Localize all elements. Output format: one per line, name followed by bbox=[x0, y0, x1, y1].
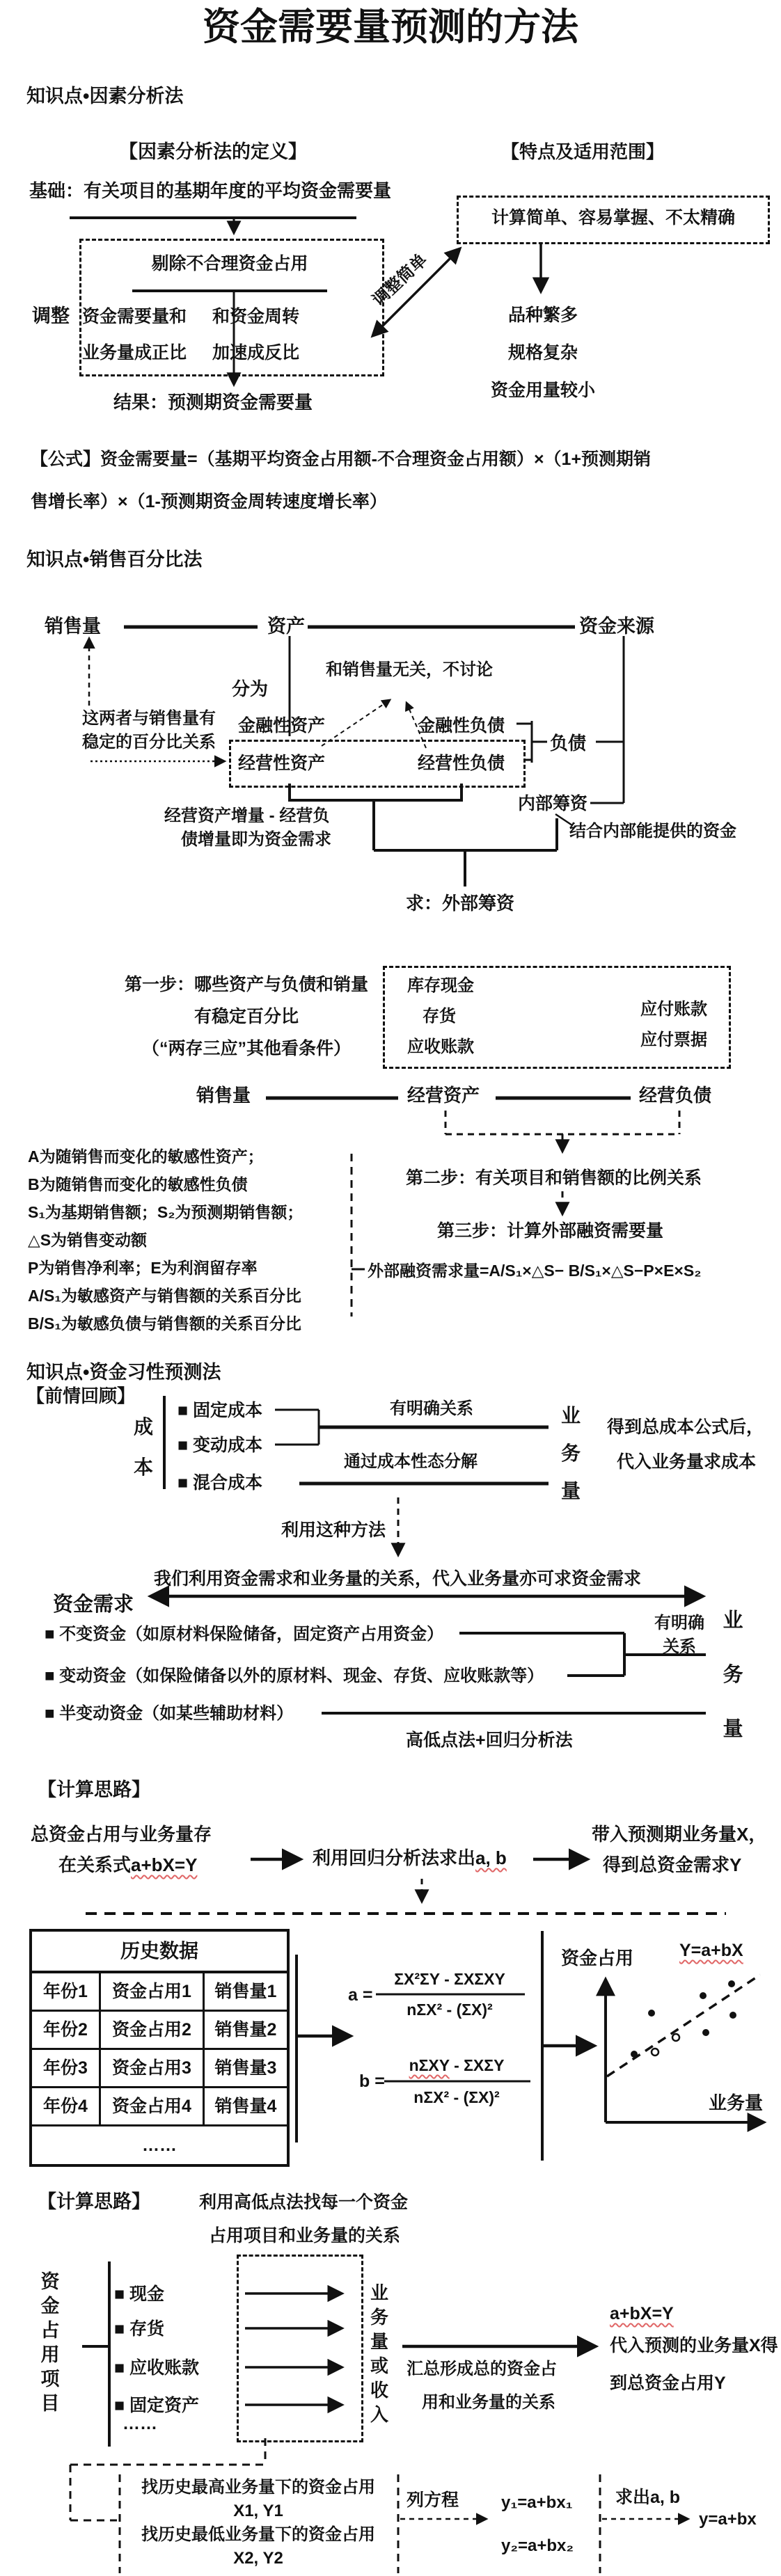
features-text: 计算简单、容易掌握、不太精确 bbox=[491, 208, 735, 228]
table-title: 历史数据 bbox=[32, 1932, 287, 1973]
legend-note-2: B为随销售而变化的敏感性负债 bbox=[28, 1175, 248, 1193]
chart-x-axis-label: 业务量 bbox=[709, 2092, 764, 2113]
a-formula-numerator: ΣX²ΣY - ΣXΣXY bbox=[394, 1970, 505, 1988]
table-row bbox=[32, 2126, 287, 2164]
table-row: 年份4 资金占用4 销售量4 bbox=[32, 2088, 287, 2126]
table-row: 年份1 资金占用1 销售量1 bbox=[32, 1973, 287, 2012]
volume-income-vertical-label: 业务量或收入 bbox=[370, 2282, 388, 2425]
highlow-line1: 利用高低点法找每一个资金 bbox=[199, 2193, 409, 2212]
receivable-occupy-item: ■ 应收账款 bbox=[114, 2358, 200, 2378]
decompose-label: 通过成本性态分解 bbox=[344, 1452, 478, 1471]
page-title: 资金需要量预测的方法 bbox=[203, 6, 578, 48]
total-cost-note-line2: 代入业务量求成本 bbox=[617, 1452, 757, 1472]
recap-header: 【前情回顾】 bbox=[26, 1385, 136, 1406]
remove-unreasonable-text: 剔除不合理资金占用 bbox=[151, 254, 308, 273]
equation-1: y₁=a+bx₁ bbox=[501, 2493, 573, 2512]
cash-item: 库存现金 bbox=[407, 976, 474, 995]
highest-volume-line: 找历史最高业务量下的资金占用 bbox=[141, 2478, 375, 2497]
sales-node-2: 销售量 bbox=[196, 1085, 251, 1106]
kp-fund-habit: 知识点•资金习性预测法 bbox=[26, 1362, 221, 1383]
legend-note-4: △S为销售变动额 bbox=[28, 1231, 148, 1249]
occupy-ellipsis: …… bbox=[123, 2414, 157, 2433]
receivable-item: 应收账款 bbox=[407, 1037, 474, 1056]
solve-ab-label: 求出a, b bbox=[615, 2488, 681, 2507]
step2-line: 第二步：有关项目和销售额的比例关系 bbox=[406, 1168, 702, 1188]
mapping-dashed-box bbox=[237, 2255, 363, 2442]
equation-2: y₂=a+bx₂ bbox=[501, 2536, 574, 2555]
financial-asset: 金融性资产 bbox=[238, 716, 326, 736]
fund-source-node: 资金来源 bbox=[579, 616, 654, 637]
highlow-line2: 占用项目和业务量的关系 bbox=[209, 2226, 401, 2245]
relation-line1: 总资金占用与业务量存 bbox=[31, 1824, 212, 1845]
substitute-line1: 带入预测期业务量X， bbox=[592, 1824, 767, 1845]
chart-y-axis-label: 资金占用 bbox=[561, 1948, 634, 1969]
demand-calc-line2: 债增量即为资金需求 bbox=[181, 830, 331, 849]
legend-note-5: P为销售净利率；E为利润留存率 bbox=[28, 1259, 258, 1277]
lowest-volume-xy: X2, Y2 bbox=[233, 2549, 283, 2568]
table-row: 年份3 资金占用3 销售量3 bbox=[32, 2050, 287, 2088]
combine-internal-note: 结合内部能提供的资金 bbox=[569, 822, 736, 841]
volume-vertical-label: 业务量 bbox=[560, 1405, 581, 1502]
total-cost-note-line1: 得到总成本公式后， bbox=[607, 1417, 764, 1437]
calc-header-2: 【计算思路】 bbox=[38, 2191, 150, 2212]
substitute-note-line1: 代入预测的业务量X得 bbox=[610, 2336, 778, 2355]
clear-relation-label: 有明确关系 bbox=[390, 1399, 473, 1418]
fund-occupy-vertical-label: 资金占用项目 bbox=[40, 2271, 60, 2414]
constant-fund-item: ■ 不变资金（如原材料保险储备，固定资产占用资金） bbox=[45, 1625, 444, 1644]
cost-vertical-label: 成本 bbox=[133, 1416, 153, 1478]
result-label: 结果： bbox=[113, 392, 168, 413]
use-method-label: 利用这种方法 bbox=[281, 1520, 386, 1540]
no-discuss-note: 和销售量无关，不讨论 bbox=[326, 660, 493, 679]
final-equation: y=a+bx bbox=[699, 2510, 757, 2529]
diagonal-label: 调整简单 bbox=[369, 251, 431, 310]
adjust-label: 调整 bbox=[32, 305, 70, 326]
notes-payable-item: 应付票据 bbox=[640, 1031, 707, 1049]
inventory-item: 存货 bbox=[423, 1007, 456, 1026]
a-formula-denominator: nΣX² - (ΣX)² bbox=[407, 2001, 493, 2019]
kp-factor-analysis: 知识点•因素分析法 bbox=[26, 86, 184, 106]
operating-asset-node: 经营资产 bbox=[407, 1085, 480, 1106]
variable-cost-item: ■ 变动成本 bbox=[178, 1436, 263, 1455]
formula-label: 【公式】 bbox=[31, 450, 101, 469]
calc-header-1: 【计算思路】 bbox=[38, 1779, 150, 1800]
financial-liability: 金融性负债 bbox=[418, 716, 505, 736]
b-formula-denominator: nΣX² - (ΣX)² bbox=[413, 2088, 500, 2106]
b-formula-numerator: nΣXY - ΣXΣY bbox=[409, 2056, 505, 2074]
legend-note-6: A/S₁为敏感资产与销售额的关系百分比 bbox=[28, 1287, 301, 1305]
fund-demand-node: 资金需求 bbox=[53, 1593, 134, 1616]
semivariable-fund-item: ■ 半变动资金（如某些辅助材料） bbox=[45, 1704, 294, 1723]
external-financing-formula: 外部融资需求量=A/S₁×△S− B/S₁×△S−P×E×S₂ bbox=[368, 1262, 702, 1280]
legend-note-1: A为随销售而变化的敏感性资产； bbox=[28, 1147, 264, 1166]
lowest-volume-line: 找历史最低业务量下的资金占用 bbox=[141, 2525, 375, 2544]
cash-occupy-item: ■ 现金 bbox=[114, 2284, 165, 2304]
relation-equation: a+bX=Y bbox=[131, 1854, 198, 1875]
step1-line2: 有稳定百分比 bbox=[194, 1007, 299, 1026]
formula-line1: 【公式】资金需要量=（基期平均资金占用额-不合理资金占用额）×（1+预测期销 bbox=[31, 450, 652, 469]
bridge-statement: 我们利用资金需求和业务量的关系，代入业务量亦可求资金需求 bbox=[154, 1569, 642, 1589]
demand-calc-line1: 经营资产增量 - 经营负 bbox=[164, 806, 330, 825]
ab-coefficients: a, b bbox=[475, 1847, 507, 1868]
table-ellipsis: …… bbox=[142, 2136, 177, 2155]
base-label: 基础： bbox=[29, 180, 84, 201]
proportional-line1: 资金需要量和 bbox=[82, 307, 187, 326]
result-text: 预测期资金需要量 bbox=[168, 392, 313, 413]
inventory-occupy-item: ■ 存货 bbox=[114, 2319, 165, 2339]
fixed-asset-occupy-item: ■ 固定资产 bbox=[114, 2396, 200, 2415]
inverse-line1: 和资金周转 bbox=[212, 307, 300, 326]
aggregate-note-line2: 用和业务量的关系 bbox=[422, 2393, 555, 2412]
liability-node: 负债 bbox=[550, 733, 587, 754]
list-equations-label: 列方程 bbox=[407, 2490, 459, 2510]
mixed-cost-item: ■ 混合成本 bbox=[178, 1473, 263, 1493]
base-text: 有关项目的基期年度的平均资金需要量 bbox=[84, 180, 392, 201]
scope-item-1: 品种繁多 bbox=[507, 305, 578, 325]
sales-node: 销售量 bbox=[45, 616, 101, 637]
step3-line: 第三步：计算外部融资需要量 bbox=[437, 1221, 664, 1241]
asset-node: 资产 bbox=[267, 616, 305, 637]
payable-item: 应付账款 bbox=[640, 1000, 707, 1019]
features-dashed-box bbox=[457, 196, 770, 244]
chart-trendline-label: Y=a+bX bbox=[679, 1941, 743, 1960]
substitute-note-line2: 到总资金占用Y bbox=[610, 2374, 726, 2393]
highest-volume-xy: X1, Y1 bbox=[233, 2502, 283, 2520]
history-data-table bbox=[29, 1929, 290, 2167]
regression-step: 利用回归分析法求出a, b bbox=[313, 1847, 507, 1868]
scatter-points bbox=[631, 1980, 736, 2058]
total-equation-label: a+bX=Y bbox=[610, 2304, 674, 2323]
proportional-line2: 业务量成正比 bbox=[82, 343, 187, 363]
step1-line1: 第一步：哪些资产与负债和销量 bbox=[124, 975, 368, 994]
internal-financing: 内部筹资 bbox=[518, 794, 588, 813]
operating-liability-node: 经营负债 bbox=[639, 1085, 712, 1106]
inverse-line2: 加速成反比 bbox=[212, 343, 300, 363]
volume-vertical-label-2: 业务量 bbox=[723, 1609, 743, 1740]
result-line bbox=[90, 391, 336, 414]
ratio-note-line2: 稳定的百分比关系 bbox=[82, 733, 216, 752]
aggregate-note-line1: 汇总形成总的资金占 bbox=[407, 2360, 557, 2378]
operating-liability: 经营性负债 bbox=[418, 754, 505, 773]
table-row: 年份2 资金占用2 销售量2 bbox=[32, 2012, 287, 2050]
step1-line3: （“两存三应”其他看条件） bbox=[141, 1039, 351, 1058]
highlow-regression-label: 高低点法+回归分析法 bbox=[406, 1731, 573, 1750]
external-financing: 求：外部筹资 bbox=[406, 893, 515, 914]
legend-note-3: S₁为基期销售额；S₂为预测期销售额； bbox=[28, 1203, 303, 1221]
scope-item-3: 资金用量较小 bbox=[490, 381, 595, 400]
a-formula-label: a = bbox=[348, 1985, 373, 2005]
ratio-note-line1: 这两者与销售量有 bbox=[82, 709, 216, 728]
formula-line2: 售增长率）×（1-预测期资金周转速度增长率） bbox=[31, 492, 387, 511]
scope-header: 【特点及适用范围】 bbox=[500, 141, 664, 162]
definition-header: 【因素分析法的定义】 bbox=[119, 141, 307, 162]
operating-asset: 经营性资产 bbox=[238, 754, 326, 773]
scope-item-2: 规格复杂 bbox=[507, 343, 578, 363]
divide-label: 分为 bbox=[232, 678, 269, 699]
kp-sales-percentage: 知识点•销售百分比法 bbox=[26, 549, 203, 570]
b-formula-label: b = bbox=[359, 2072, 385, 2091]
fixed-cost-item: ■ 固定成本 bbox=[178, 1401, 263, 1420]
base-line bbox=[29, 180, 391, 202]
legend-note-7: B/S₁为敏感负债与销售额的关系百分比 bbox=[28, 1314, 301, 1333]
variable-fund-item: ■ 变动资金（如保险储备以外的原材料、现金、存货、应收账款等） bbox=[45, 1667, 544, 1685]
substitute-line2: 得到总资金需求Y bbox=[603, 1854, 742, 1875]
relation-line2: 在关系式a+bX=Y bbox=[58, 1854, 198, 1875]
clear-relation-label-2: 有明确 关系 bbox=[654, 1614, 704, 1656]
